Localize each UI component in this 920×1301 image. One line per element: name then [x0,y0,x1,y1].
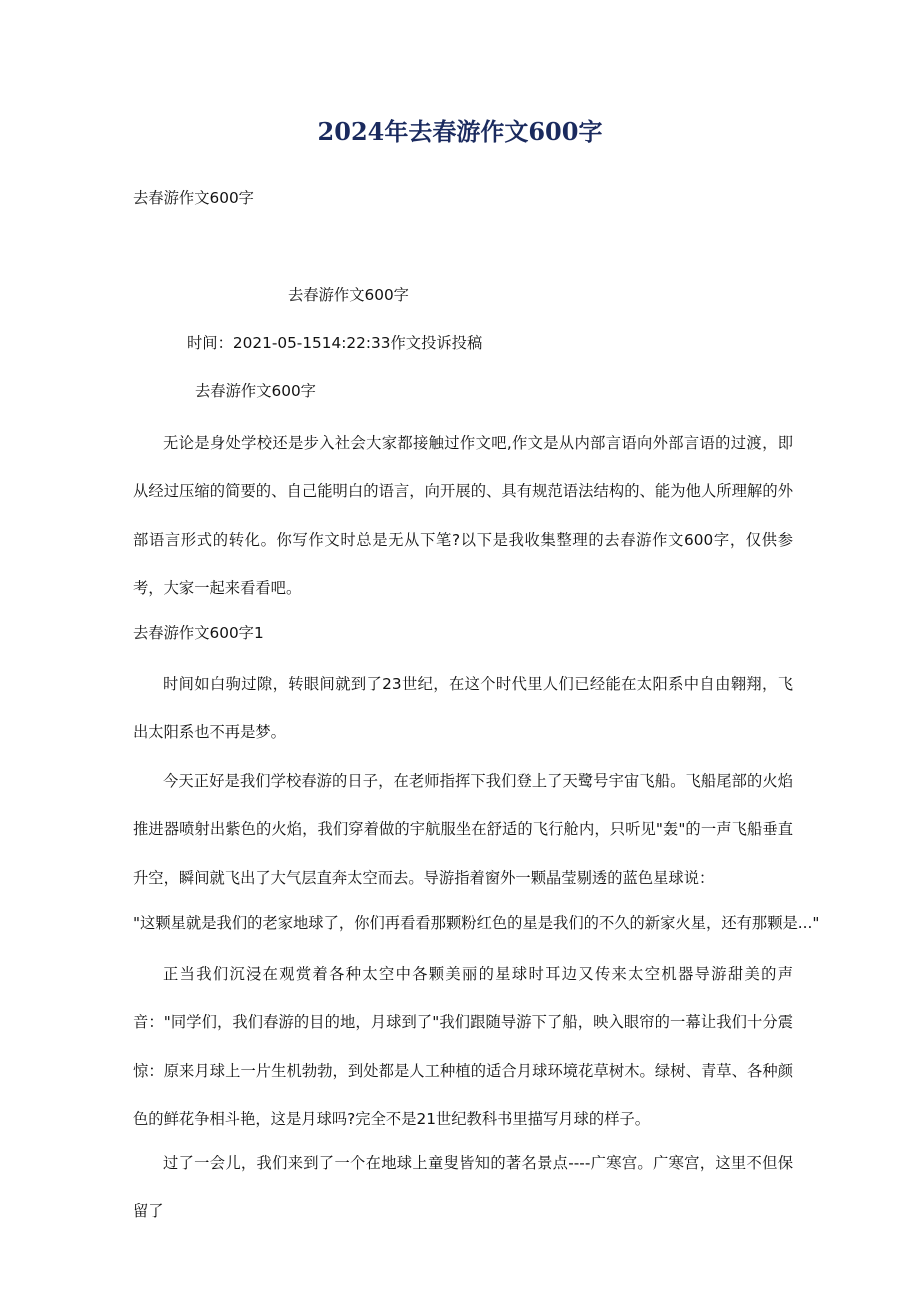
quote-line: "这颗星就是我们的老家地球了，你们再看看那颗粉红色的星是我们的不久的新家火星，还有那颗是..." [133,914,820,932]
document-subtitle: 去春游作文600字 [133,189,254,207]
article-title: 去春游作文600字 [288,286,409,304]
intro-paragraph: 无论是身处学校还是步入社会大家都接触过作文吧,作文是从内部言语向外部言语的过渡，即从经过压缩的简要的、自己能明白的语言，向开展的、具有规范语法结构的、能为他人所理解的外部语言形式的转化。你写作文时总是无从下笔?以下是我收集整理的去春游作文600字，仅供参考，大家一起来看看吧。 [133,434,793,598]
document-title: 2024年去春游作文600字 [317,117,603,146]
body-paragraph: 时间如白驹过隙，转眼间就到了23世纪，在这个时代里人们已经能在太阳系中自由翱翔，飞出太阳系也不再是梦。 [133,675,793,742]
body-paragraph: 正当我们沉浸在观赏着各种太空中各颗美丽的星球时耳边又传来太空机器导游甜美的声音："同学们，我们春游的目的地，月球到了"我们跟随导游下了船，映入眼帘的一幕让我们十分震惊：原来月球上一片生机勃勃，到处都是人工种植的适合月球环境花草树木。绿树、青草、各种颜色的鲜花争相斗艳，这是月球吗?完全不是21世纪教科书里描写月球的样子。 [133,965,793,1129]
section-heading: 去春游作文600字1 [133,624,264,642]
body-paragraph: 过了一会儿，我们来到了一个在地球上童叟皆知的著名景点----广寒宫。广寒宫，这里不但保留了 [133,1154,793,1221]
article-meta: 时间：2021-05-1514:22:33作文投诉投稿 [187,334,483,352]
article-inner-title: 去春游作文600字 [195,382,316,400]
body-paragraph: 今天正好是我们学校春游的日子，在老师指挥下我们登上了天鹭号宇宙飞船。飞船尾部的火焰推进器喷射出紫色的火焰，我们穿着做的宇航服坐在舒适的飞行舱内，只听见"轰"的一声飞船垂直升空，瞬间就飞出了大气层直奔太空而去。导游指着窗外一颗晶莹剔透的蓝色星球说： [133,772,793,887]
